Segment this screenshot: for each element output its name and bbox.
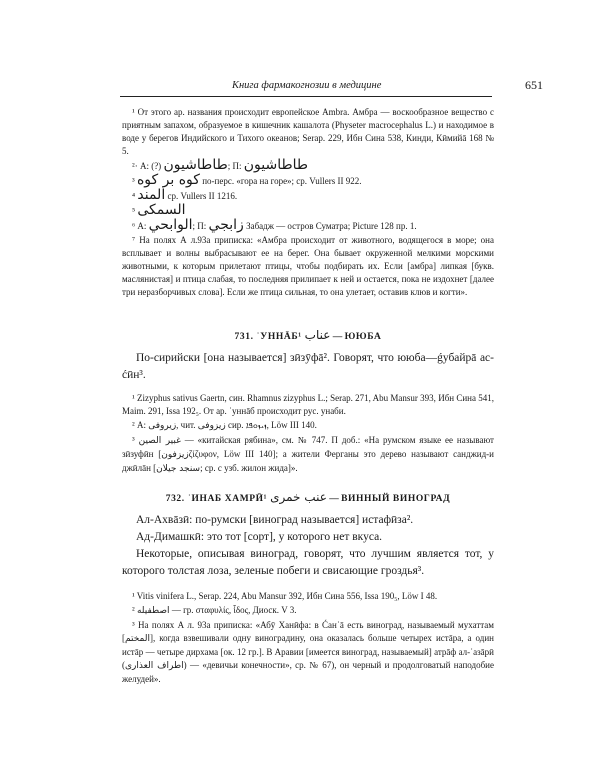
footnote-731-3: ³ غبير الصين — «китайская рябина», см. № 747. П доб.: «На румском языке ее называют зӣзуфӣн [زيزفونζίζυφον, Löw III 140]; а жители Ферганы это дерево называют санджид-и джӣлāн [سنجد جيلان; ср. с узб. жилон жида]». [122,435,494,474]
footnote-4: ⁴ المند ср. Vullers II 1216. [132,187,238,203]
footnote-731-1: ¹ Zizyphus sativus Gaertn, син. Rhamnus zizyphus L.; Serap. 271, Abu Mansur 393, Ибн Сина 541, Maim. 291, Issa 192₅. От ар. ʿуннāб происходит рус. унаби. [122,393,494,416]
footnotes-ambra [122,106,494,300]
entry-732-text: Ал-Ахвāзӣ: по-румски [виноград называется] истафӣза². Ад-Димашкӣ: это тот [сорт], у которого нет вкуса. Некоторые, описывая виноград, говорят, что лучшим является тот, у которого толстая лоза, зеленые побеги и свисающие гроздья³. [122,514,494,577]
footnote-732-1: ¹ Vitis vinifera L., Serap. 224, Abu Mansur 392, Ибн Сина 556, Issa 190₅, Löw I 48. [132,591,438,601]
footnote-6: ⁶ А: الوابحي; П: زابجي Забадж — остров Суматра; Picture 128 пр. 1. [132,217,417,233]
page-number: 651 [525,78,543,92]
footnote-5: ⁵ السمكى [132,202,186,218]
footnote-7: ⁷ На полях А л.93а приписка: «Амбра происходит от животного, водящегося в море; она всплывает и волны выбрасывают ее на берег. Она бывает окруженной мелкими морскими животными, к которым прилетают птицы, чтобы подбирать их. Если [амбра] липкая [букв. маслянистая] и птица слабая, то последняя прилипает к ней и остается, пока не издохнет [далее три неразборчивых слова]. Если же птица сильная, то она улетает, оставив клюв и когти». [122,235,494,297]
header-rule [120,96,492,97]
footnote-732-3: ³ На полях А л. 93а приписка: «Абӯ Ханӣфа: в Ćанʿā есть виноград, называемый мухаттам [المختم], когда взвешивали одну виноградину, она оказалась больше четырех истāра, а один истāр — четыре дирхама [ок. 12 гр.]. В Аравии [имеется виноград, называемый] атрāф ал-ʿазāрӣ (اطراف العذارى) — «девичьи конечности», ср. № 67), он черный и продолговатый наподобие желудей». [122,620,494,684]
footnotes-731 [122,392,494,477]
entry-732-title: 732. ʿИНАБ ХАМРӢ¹ عنب خمرى — ВИННЫЙ ВИНОГРАД [165,490,451,504]
footnote-2: ²· А: (?) طاطاشيون; П: طاطاشيون [132,157,309,173]
footnotes-732 [122,590,494,687]
running-header: Книга фармакогнозии в медицине [232,80,382,91]
footnote-731-2: ² А: زيروفى, чит. زيزوفى сир. ܙܝܙܘܦܐ, Löw III 140. [132,420,317,431]
footnote-1: ¹ От этого ар. названия происходит европейское Ambra. Амбра — воскообразное вещество с приятным запахом, образуемое в кишечник кашалота (Physeter macrocephalus L.) и находимое в воде у берегов Индийского и Тихого океанов; Serap. 229, Ибн Сина 538, Кинди, Кӣмийā 168 № 5. [122,107,494,156]
entry-731-title: 731. ʿУННĀБ¹ عناب — ЮЮБА [234,328,382,342]
entry-731-text: По-сирийски [она называется] зӣзӯфā². Говорят, что ююба—ǵубайрā ас-ćӣн³. [122,352,494,381]
footnote-732-2: ² اصطفيله — гр. σταφυλίς, ἶδος, Диоск. V 3. [132,605,297,616]
footnote-3: ³ كوه بر كوه по-перс. «гора на горе»; ср. Vullers II 922. [132,172,362,188]
